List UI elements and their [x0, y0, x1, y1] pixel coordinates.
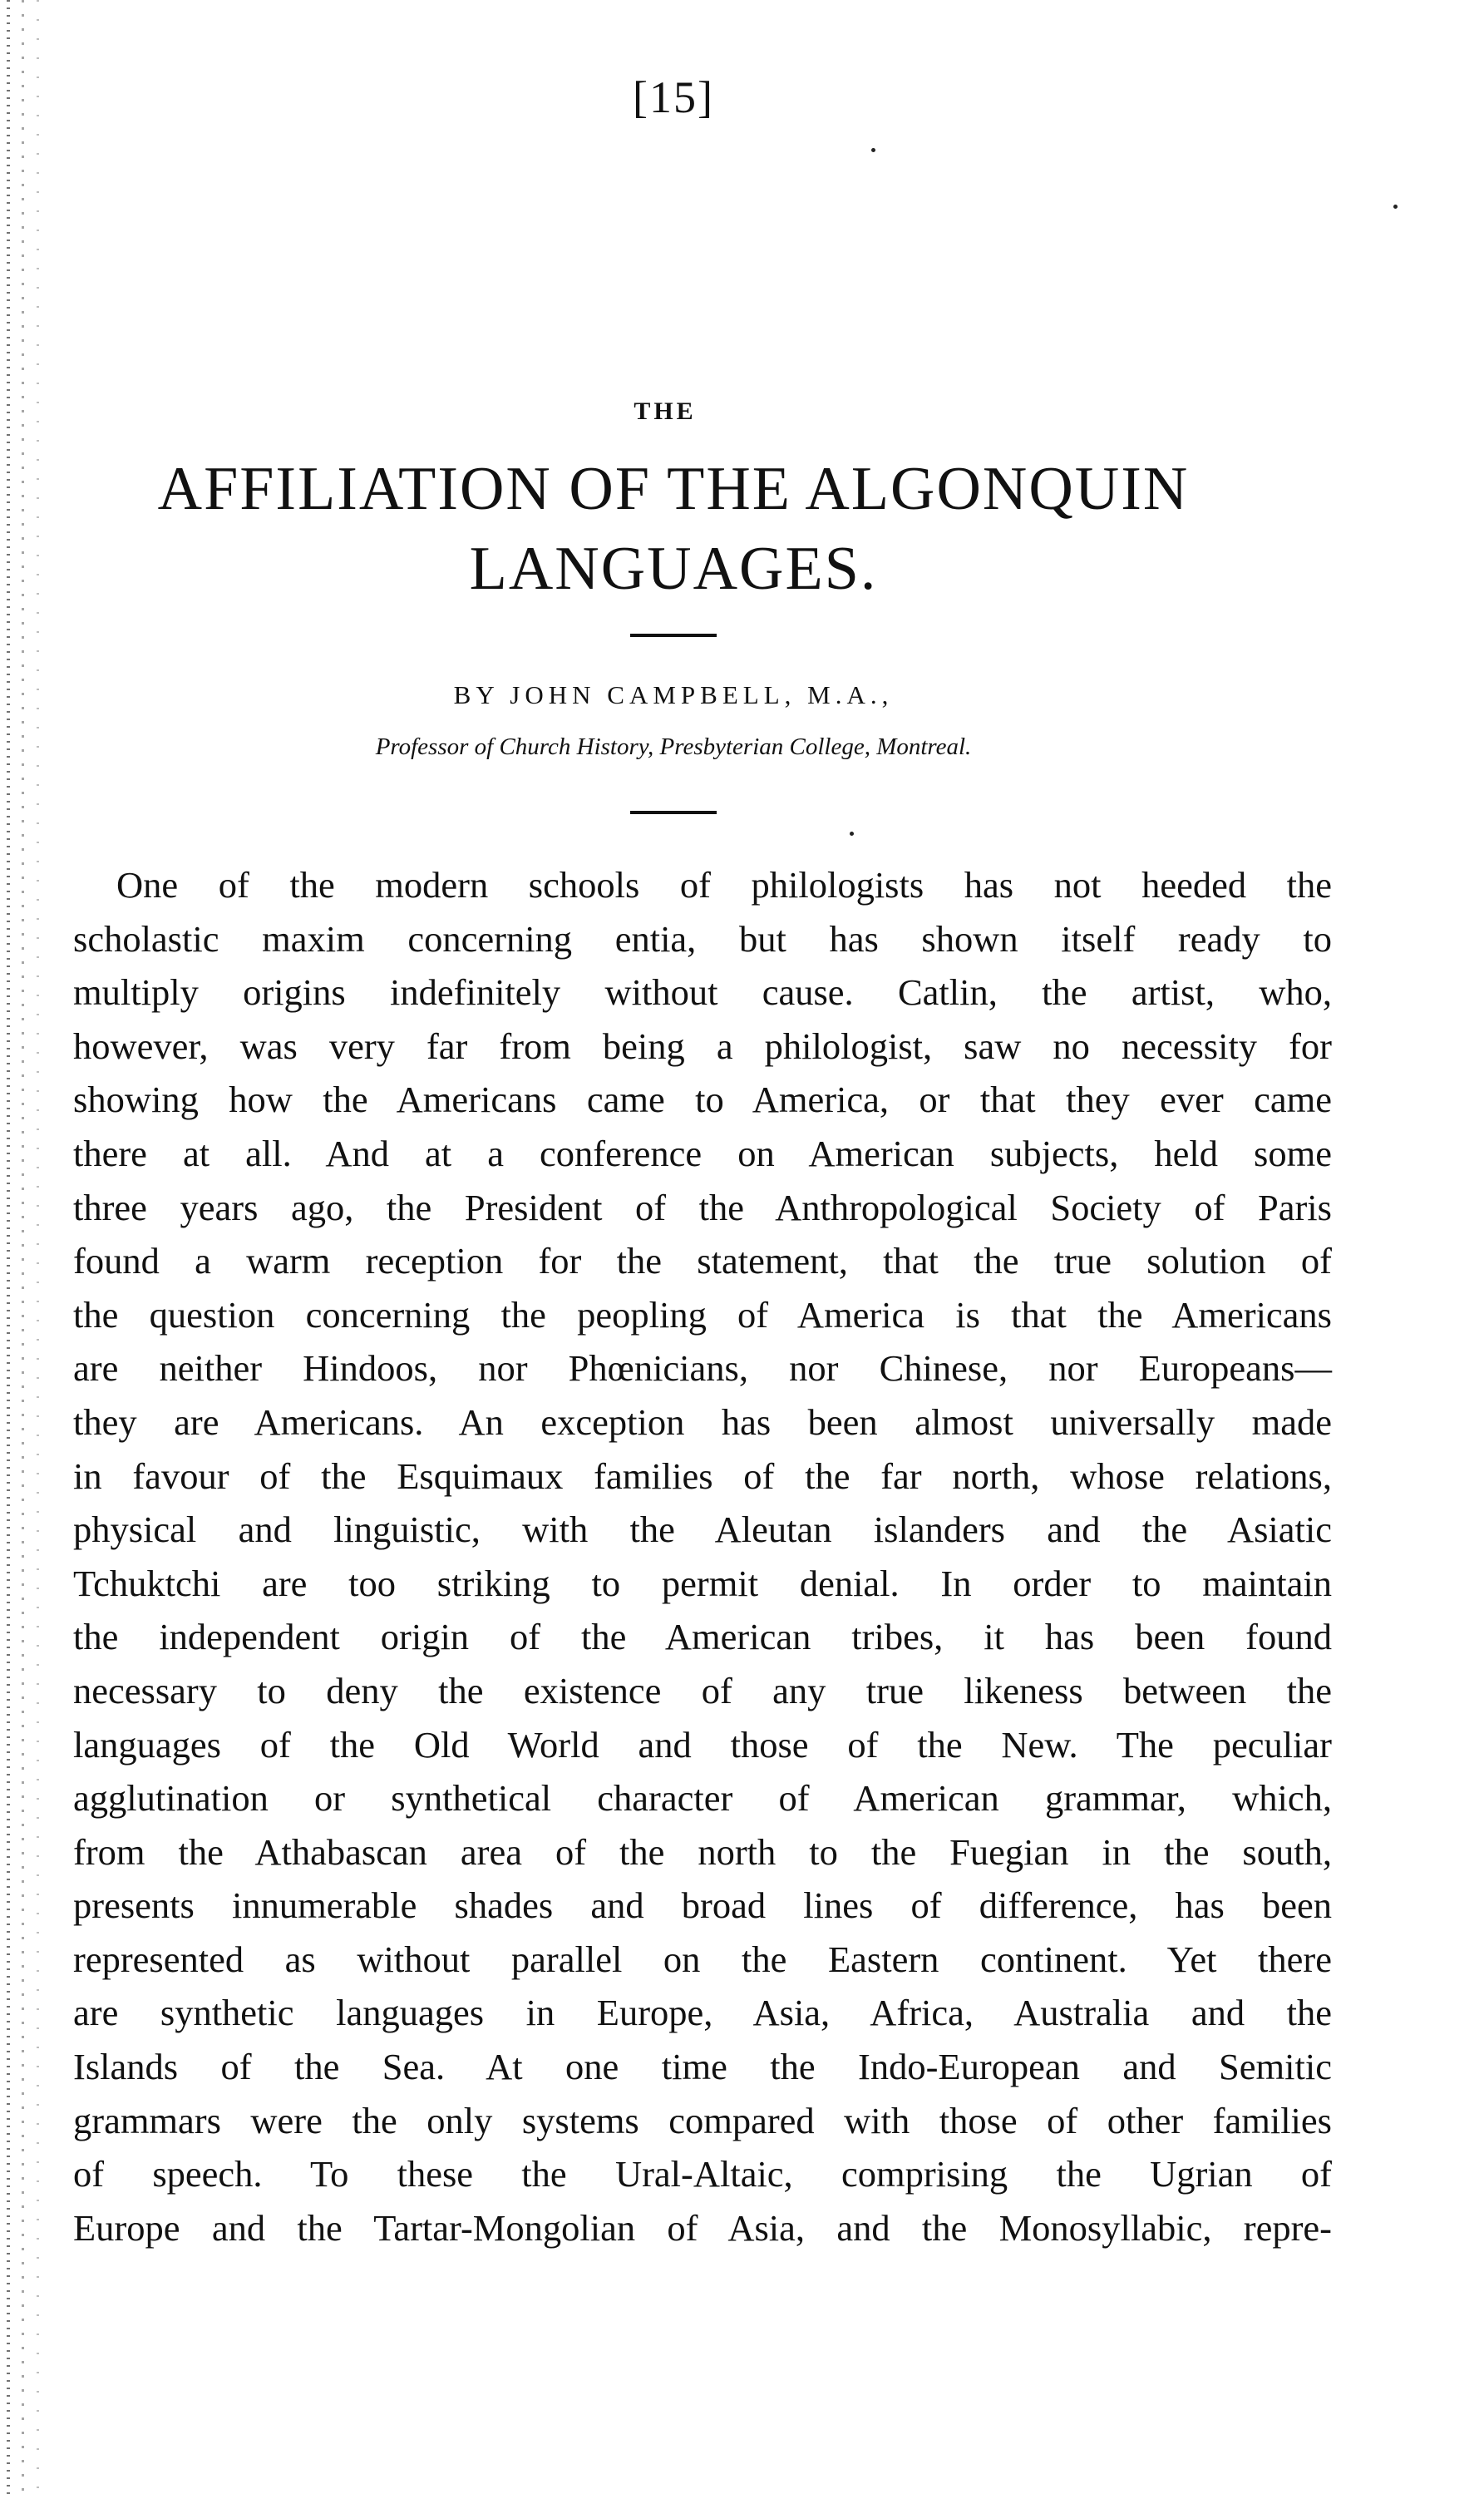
byline-divider [630, 811, 717, 814]
body-line: they are Americans. An exception has been almost universally made [73, 1400, 1332, 1443]
body-line: from the Athabascan area of the north to the Fuegian in the south, [73, 1830, 1332, 1873]
scan-speck [850, 832, 854, 836]
article-title-line-1: AFFILIATION OF THE ALGONQUIN [157, 455, 1190, 523]
body-line: found a warm reception for the statement, that the true solution of [73, 1240, 1332, 1282]
body-line: in favour of the Esquimaux families of the far north, whose relations, [73, 1454, 1332, 1497]
article-title [50, 449, 1297, 609]
body-line: of speech. To these the Ural-Altaic, comprising the Ugrian of [73, 2153, 1332, 2195]
author-byline: BY JOHN CAMPBELL, M.A., [453, 680, 894, 709]
author-affiliation: Professor of Church History, Presbyterian College, Montreal. [375, 733, 972, 760]
scan-speck [1393, 205, 1398, 209]
article-title-line-2: LANGUAGES. [469, 535, 878, 603]
body-line: three years ago, the President of the Anthropological Society of Paris [73, 1186, 1332, 1228]
body-line: scholastic maxim concerning entia, but has shown itself ready to [73, 917, 1332, 960]
body-line: however, was very far from being a philologist, saw no necessity for [73, 1025, 1332, 1067]
body-line: multiply origins indefinitely without cause. Catlin, the artist, who, [73, 971, 1332, 1014]
body-line: the independent origin of the American tribes, it has been found [73, 1616, 1332, 1658]
body-line: necessary to deny the existence of any true likeness between the [73, 1669, 1332, 1711]
body-line: are neither Hindoos, nor Phœnicians, nor Chinese, nor Europeans— [73, 1347, 1332, 1390]
body-line: Europe and the Tartar-Mongolian of Asia, and the Monosyllabic, repre- [73, 2206, 1332, 2249]
body-line: presents innumerable shades and broad lines of difference, has been [73, 1884, 1332, 1927]
scan-speck [871, 148, 875, 152]
body-line: showing how the Americans came to America, or that they ever came [73, 1079, 1332, 1121]
body-line: there at all. And at a conference on American subjects, held some [73, 1132, 1332, 1174]
title-divider [630, 634, 717, 637]
body-line: languages of the Old World and those of the New. The peculiar [73, 1723, 1332, 1766]
body-line: grammars were the only systems compared with those of other families [73, 2099, 1332, 2141]
body-line: One of the modern schools of philologists has not heeded the [116, 864, 1332, 906]
body-line: Tchuktchi are too striking to permit denial. In order to maintain [73, 1562, 1332, 1604]
page-binding-edge [0, 0, 50, 2494]
body-line: represented as without parallel on the Eastern continent. Yet there [73, 1938, 1332, 1980]
title-prefix: THE [634, 398, 697, 425]
article-body [73, 858, 1332, 2254]
body-line: agglutination or synthetical character of American grammar, which, [73, 1777, 1332, 1820]
body-line: Islands of the Sea. At one time the Indo-European and Semitic [73, 2046, 1332, 2088]
body-line: the question concerning the peopling of America is that the Americans [73, 1293, 1332, 1336]
body-line: physical and linguistic, with the Aleutan islanders and the Asiatic [73, 1509, 1332, 1551]
page-number: [15] [633, 72, 714, 122]
body-line: are synthetic languages in Europe, Asia, Africa, Australia and the [73, 1992, 1332, 2034]
